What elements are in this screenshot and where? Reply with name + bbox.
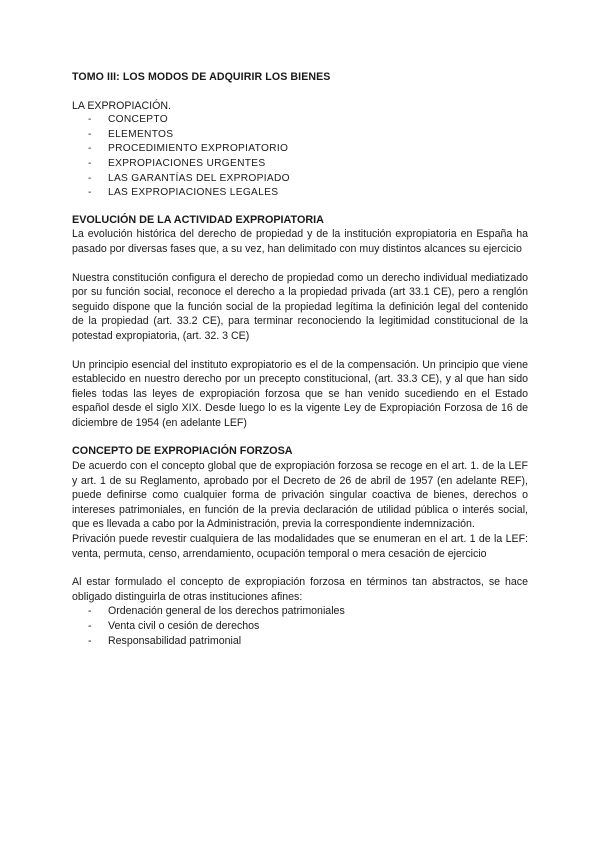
topic-item: - LAS EXPROPIACIONES LEGALES: [72, 186, 528, 201]
paragraph: De acuerdo con el concepto global que de expropiación forzosa se recoge en el art. 1. de la LEF y art. 1 de su Reglamento, aprobado por el Decreto de 26 de abril de 1957 (en adelante REF), puede definirse como cualquier forma de privación singular coactiva de bienes, derechos o intereses patrimoniales, en función de la previa declaración de utilidad pública o interés social, que es llevada a cabo por la Administración, previa la correspondiente indemnización.: [72, 460, 528, 531]
topic-item: - CONCEPTO: [72, 113, 528, 128]
paragraph: La evolución histórica del derecho de propiedad y de la institución expropiatoria en España ha pasado por diversas fases que, a su vez, han delimitado con muy distintos alcances su ejercicio: [72, 228, 528, 255]
section-heading-evolucion: EVOLUCIÓN DE LA ACTIVIDAD EXPROPIATORIA: [72, 213, 324, 226]
list-item: - Venta civil o cesión de derechos: [72, 619, 528, 634]
paragraph: Nuestra constitución configura el derecho de propiedad como un derecho individual mediatizado por su función social, reconoce el derecho a la propiedad privada (art 33.1 CE), pero a renglón seguido dispone que la función social de la propiedad legítima la definición legal del contenido de la propiedad (art. 33.2 CE), para terminar reconociendo la legitimidad constitucional de la potestad expropiatoria, (art. 32. 3 CE): [72, 271, 528, 342]
document-title: TOMO III: LOS MODOS DE ADQUIRIR LOS BIENES: [72, 71, 331, 83]
topic-item: - ELEMENTOS: [72, 128, 528, 143]
list-item: - Responsabilidad patrimonial: [72, 634, 528, 649]
paragraph: Un principio esencial del instituto expropiatorio es el de la compensación. Un principio que viene establecido en nuestro derecho por un precepto constitucional, (art. 33.3 CE), y al que han sido fieles todas las leyes de expropiación forzosa que se han venido sucediendo en el Estado español desde el siglo XIX. Desde luego lo es la vigente Ley de Expropiación Forzosa de 16 de diciembre de 1954 (en adelante LEF): [72, 358, 528, 429]
topic-item: - PROCEDIMIENTO EXPROPIATORIO: [72, 142, 528, 157]
topic-item: - LAS GARANTÍAS DEL EXPROPIADO: [72, 172, 528, 187]
section-heading-concepto: CONCEPTO DE EXPROPIACIÓN FORZOSA: [72, 445, 293, 458]
paragraph: Al estar formulado el concepto de expropiación forzosa en términos tan abstractos, se hace obligado distinguirla de otras instituciones afines:: [72, 576, 528, 603]
related-institutions-list: [72, 604, 528, 648]
topic-item: - EXPROPIACIONES URGENTES: [72, 157, 528, 172]
list-item: - Ordenación general de los derechos patrimoniales: [72, 604, 528, 619]
topic-list: [72, 113, 528, 201]
intro-heading: LA EXPROPIACIÓN.: [72, 99, 171, 112]
paragraph: Privación puede revestir cualquiera de las modalidades que se enumeran en el art. 1 de la LEF: venta, permuta, censo, arrendamiento, ocupación temporal o mera cesación de ejercicio: [72, 533, 528, 560]
document-page: [72, 70, 528, 648]
